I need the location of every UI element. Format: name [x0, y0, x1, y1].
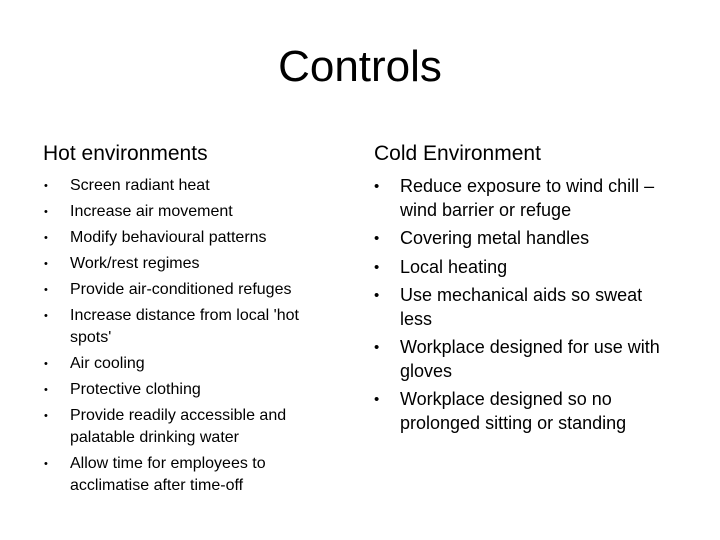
- list-item: [44, 379, 334, 401]
- list-item-text: Reduce exposure to wind chill – wind barrier or refuge: [400, 176, 655, 220]
- cold-controls-list: [374, 175, 674, 440]
- list-item-text: Screen radiant heat: [70, 177, 210, 194]
- list-item: [44, 279, 334, 301]
- list-item: [44, 405, 334, 449]
- list-item: [44, 201, 334, 223]
- cold-environment-heading: Cold Environment: [374, 142, 541, 165]
- list-item-text: Protective clothing: [70, 381, 201, 398]
- list-item-text: Increase distance from local 'hot spots': [70, 307, 299, 346]
- list-item-text: Provide readily accessible and palatable drinking water: [70, 407, 287, 446]
- bullet-icon: •: [44, 284, 48, 296]
- list-item: [374, 284, 674, 331]
- list-item: [44, 453, 334, 497]
- list-item: [374, 256, 674, 280]
- bullet-icon: •: [44, 180, 48, 192]
- list-item-text: Use mechanical aids so sweat less: [400, 285, 643, 329]
- list-item: [374, 336, 674, 383]
- bullet-icon: •: [44, 458, 48, 470]
- list-item-text: Modify behavioural patterns: [70, 229, 267, 246]
- list-item: [44, 305, 334, 349]
- bullet-icon: •: [374, 339, 380, 356]
- list-item-text: Workplace designed so no prolonged sitting or standing: [400, 389, 627, 433]
- list-item-text: Provide air-conditioned refuges: [70, 281, 292, 298]
- list-item: [44, 227, 334, 249]
- list-item: [374, 227, 674, 251]
- bullet-icon: •: [44, 358, 48, 370]
- list-item-text: Local heating: [400, 256, 508, 277]
- bullet-icon: •: [374, 391, 380, 408]
- bullet-icon: •: [374, 258, 380, 276]
- slide-title: Controls: [278, 42, 442, 91]
- list-item: [44, 353, 334, 375]
- bullet-icon: •: [374, 287, 380, 304]
- bullet-icon: •: [374, 178, 380, 195]
- hot-controls-list: [44, 175, 334, 501]
- bullet-icon: •: [44, 384, 48, 396]
- bullet-icon: •: [44, 232, 48, 244]
- bullet-icon: •: [374, 230, 380, 247]
- bullet-icon: •: [44, 410, 48, 422]
- bullet-icon: •: [44, 206, 48, 218]
- list-item-text: Increase air movement: [70, 203, 233, 220]
- list-item: [44, 253, 334, 275]
- list-item-text: Air cooling: [70, 355, 145, 372]
- list-item-text: Workplace designed for use with gloves: [400, 337, 660, 381]
- list-item-text: Covering metal handles: [400, 228, 590, 248]
- list-item: [44, 175, 334, 197]
- bullet-icon: •: [44, 310, 48, 322]
- list-item: [374, 388, 674, 435]
- list-item-text: Work/rest regimes: [70, 255, 200, 272]
- list-item: [374, 175, 674, 222]
- bullet-icon: •: [44, 258, 48, 270]
- hot-environments-heading: Hot environments: [43, 142, 208, 165]
- list-item-text: Allow time for employees to acclimatise after time-off: [70, 455, 266, 494]
